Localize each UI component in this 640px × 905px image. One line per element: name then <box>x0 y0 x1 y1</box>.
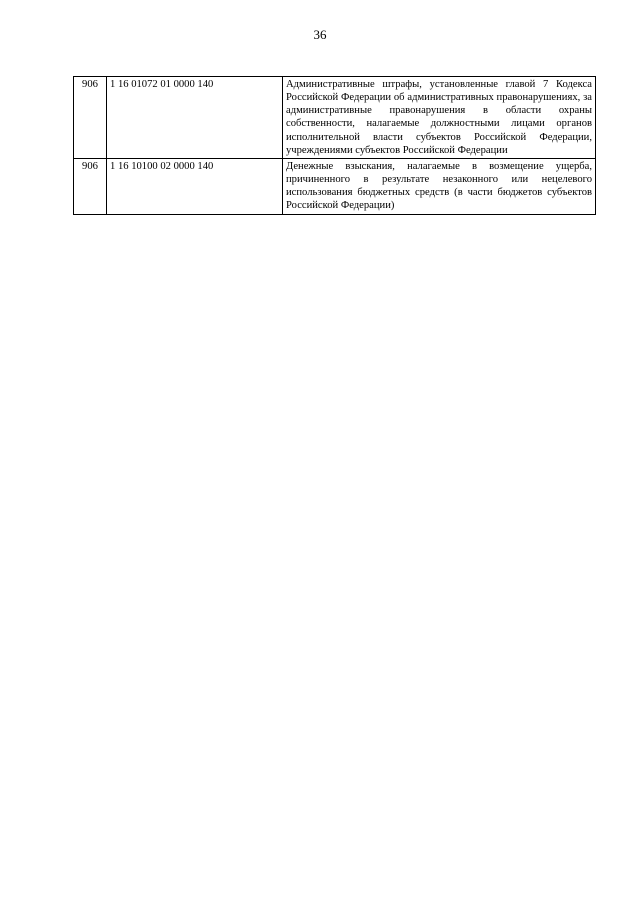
kbk-code-cell: 1 16 10100 02 0000 140 <box>107 158 283 214</box>
table-row <box>74 158 596 214</box>
page-number: 36 <box>313 27 327 42</box>
kbk-code-cell: 1 16 01072 01 0000 140 <box>107 77 283 159</box>
revenue-codes-table <box>73 76 596 215</box>
table-row <box>74 77 596 159</box>
admin-code-cell: 906 <box>74 158 107 214</box>
admin-code-cell: 906 <box>74 77 107 159</box>
description-cell: Денежные взыскания, налагаемые в возмещение ущерба, причиненного в результате незаконного или нецелевого использования бюджетных средств (в части бюджетов субъектов Российской Федерации) <box>283 158 596 214</box>
description-cell: Административные штрафы, установленные главой 7 Кодекса Российской Федерации об административных правонарушениях, за административные правонарушения в области охраны собственности, налагаемые должностными лицами органов исполнительной власти субъектов Российской Федерации, учреждениями субъектов Российской Федерации <box>283 77 596 159</box>
